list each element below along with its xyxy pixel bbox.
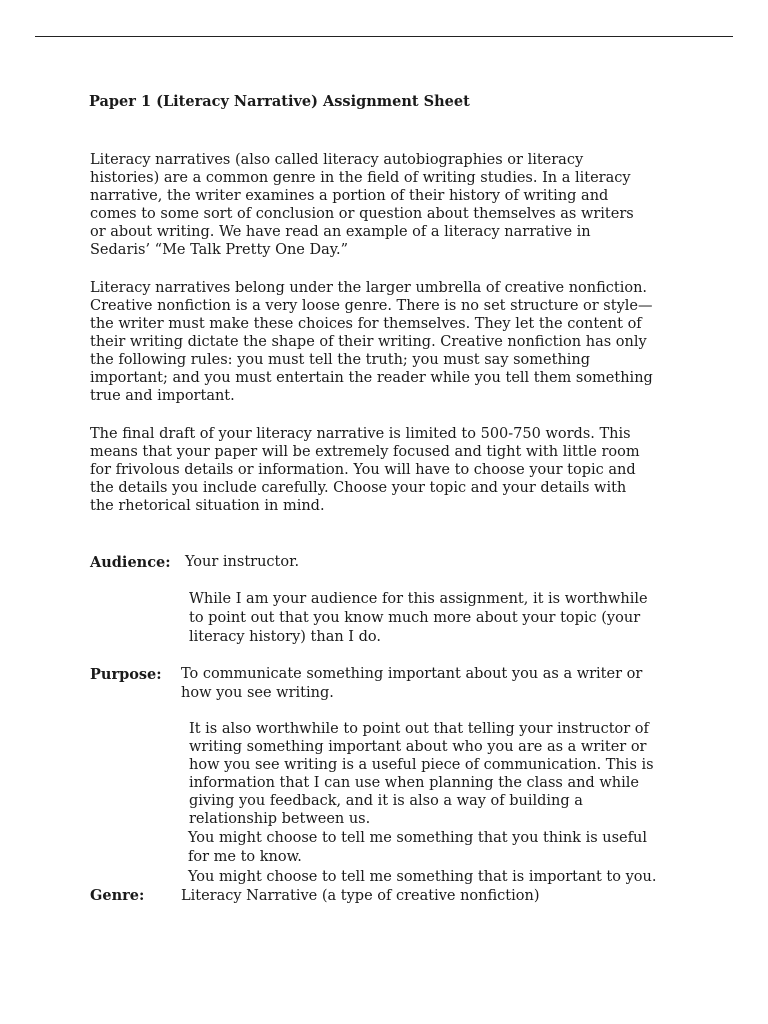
audience-note: While I am your audience for this assignment, it is worthwhile to point out that you know much more about your topic (your literacy history) than I do. (189, 591, 648, 645)
purpose-note: It is also worthwhile to point out that telling your instructor of writing something important about who you are as a writer or how you see writing is a useful piece of communication. This is information that I can use when planning the class and while giving you feedback, and it is also a way of building a relationship between us. (189, 721, 654, 827)
genre-value: Literacy Narrative (a type of creative nonfiction) (181, 888, 540, 904)
top-divider (35, 36, 733, 37)
purpose-label: Purpose: (90, 666, 162, 683)
audience-label: Audience: (90, 554, 171, 571)
purpose-value: To communicate something important about you as a writer or how you see writing. (181, 666, 643, 701)
word-limit-paragraph: The final draft of your literacy narrative is limited to 500-750 words. This means that your paper will be extremely focused and tight with little room for frivolous details or information. You will have to choose your topic and the details you include carefully. Choose your topic and your details with the rhetorical situation in mind. (90, 426, 640, 514)
creative-nonfiction-paragraph: Literacy narratives belong under the larger umbrella of creative nonfiction. Creative nonfiction is a very loose genre. There is no set structure or style— the writer must make these choices for themselves. They let the content of their writing dictate the shape of their writing. Creative nonfiction has only the following rules: you must tell the truth; you must say something important; and you must entertain the reader while you tell them something true and important. (90, 280, 653, 404)
intro-paragraph: Literacy narratives (also called literacy autobiographies or literacy histories) are a common genre in the field of writing studies. In a literacy narrative, the writer examines a portion of their history of writing and comes to some sort of conclusion or question about themselves as writers or about writing. We have read an example of a literacy narrative in Sedaris’ “Me Talk Pretty One Day.” (90, 152, 634, 258)
purpose-choice-useful: You might choose to tell me something that you think is useful for me to know. (188, 830, 647, 865)
purpose-choice-important: You might choose to tell me something that is important to you. (188, 869, 657, 885)
audience-value: Your instructor. (185, 554, 300, 570)
genre-label: Genre: (90, 887, 145, 904)
document-title: Paper 1 (Literacy Narrative) Assignment Sheet (89, 93, 470, 110)
